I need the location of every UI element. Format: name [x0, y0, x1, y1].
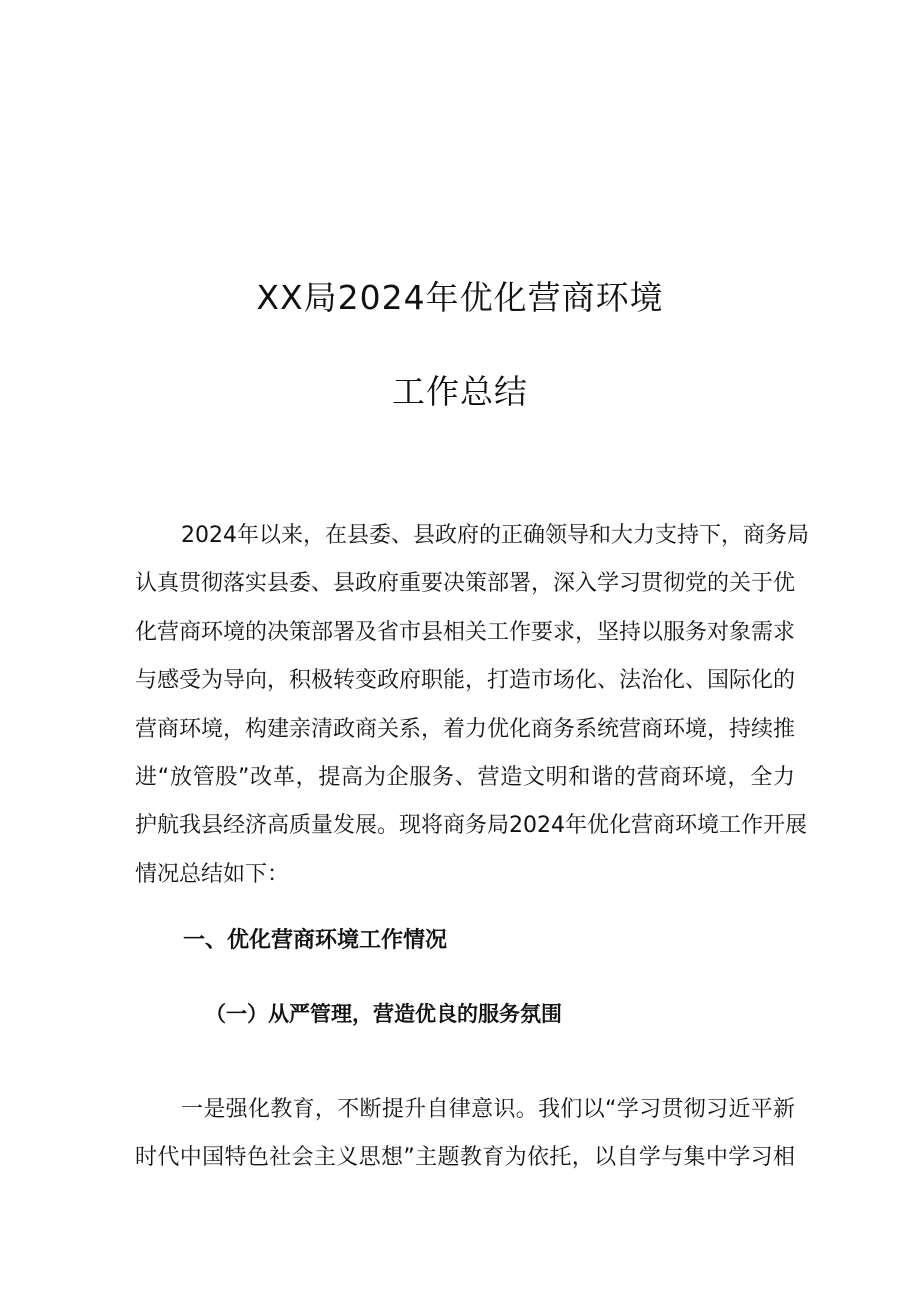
section-heading: 一、优化营商环境工作情况	[183, 928, 448, 953]
intro-line: 护航我县经济高质量发展。现将商务局2024年优化营商环境工作开展	[135, 813, 807, 839]
intro-line: 与感受为导向，积极转变政府职能，打造市场化、法治化、国际化的	[135, 668, 796, 694]
body-line: 时代中国特色社会主义思想”主题教育为依托，以自学与集中学习相	[135, 1145, 795, 1171]
intro-line: 进“放管股”改革，提高为企服务、营造文明和谐的营商环境，全力	[135, 765, 795, 791]
subsection-heading: （一）从严管理，营造优良的服务氛围	[205, 1002, 562, 1026]
intro-line: 情况总结如下：	[135, 861, 290, 887]
intro-line: 2024年以来，在县委、县政府的正确领导和大力支持下，商务局	[181, 523, 809, 548]
intro-paragraph	[135, 512, 809, 899]
document-title-line-2: 工作总结	[392, 372, 528, 411]
intro-line: 认真贯彻落实县委、县政府重要决策部署，深入学习贯彻党的关于优	[135, 571, 796, 597]
intro-line: 营商环境，构建亲清政商关系，着力优化商务系统营商环境，持续推	[135, 716, 796, 742]
body-paragraph	[135, 1086, 795, 1183]
intro-line: 化营商环境的决策部署及省市县相关工作要求，坚持以服务对象需求	[135, 619, 796, 645]
document-title-line-1: XX局2024年优化营商环境	[256, 278, 664, 317]
body-line: 一是强化教育，不断提升自律意识。我们以“学习贯彻习近平新	[181, 1097, 795, 1122]
